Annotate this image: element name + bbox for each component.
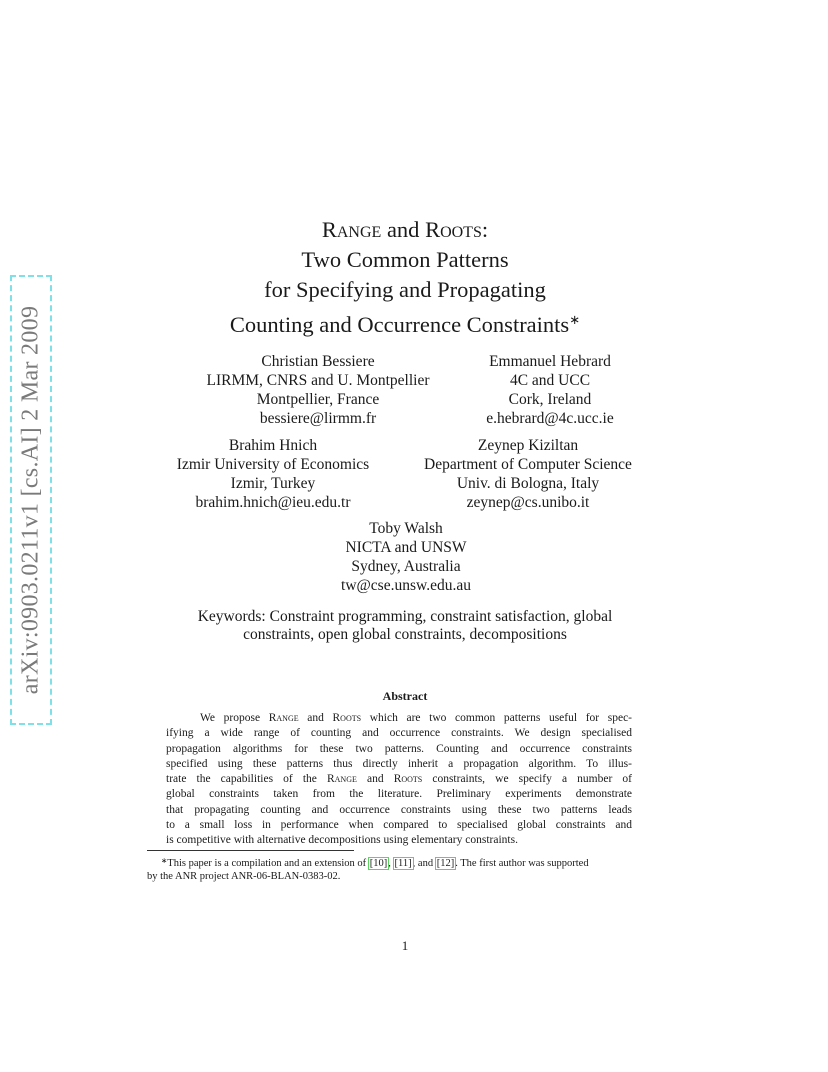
abstract-line: We propose Range and Roots which are two common patterns useful for spec- [200, 712, 632, 724]
author-location: Cork, Ireland [508, 391, 592, 408]
abstract-line: that propagating counting and occurrence constraints using these two patterns leads [166, 803, 632, 816]
abstract-line: specified using these patterns thus directly inherit a propagation algorithm. To illus- [166, 757, 632, 770]
author-affiliation: 4C and UCC [509, 372, 591, 389]
author-block [440, 352, 660, 428]
author-email: brahim.hnich@ieu.edu.tr [195, 494, 351, 511]
paper-title [150, 215, 660, 340]
title-range: Range [321, 217, 382, 242]
author-email: bessiere@lirmm.fr [259, 410, 377, 427]
arxiv-stamp-text: arXiv:0903.0211v1 [cs.AI] 2 Mar 2009 [17, 305, 44, 695]
author-affiliation: LIRMM, CNRS and U. Montpellier [206, 372, 430, 389]
author-name: Toby Walsh [369, 520, 443, 537]
footnote-line: by the ANR project ANR-06-BLAN-0383-02. [147, 871, 341, 882]
arxiv-stamp [10, 275, 52, 725]
title-line-1: Range and Roots: [321, 217, 489, 242]
author-block [306, 519, 506, 595]
keywords-line-2: constraints, open global constraints, decompositions [243, 626, 567, 643]
footnote-rule [147, 850, 354, 851]
author-email: tw@cse.unsw.edu.au [341, 577, 471, 594]
abstract-heading: Abstract [382, 689, 428, 703]
title-line-3: for Specifying and Propagating [264, 277, 546, 302]
citation-link[interactable]: [12] [436, 858, 455, 869]
footnote-line: ∗This paper is a compilation and an extension of [10], [11], and [12]. The first author was supported [161, 856, 589, 869]
author-name: Zeynep Kiziltan [477, 437, 579, 454]
abstract-line: is competitive with alternative decompositions using elementary constraints. [166, 834, 518, 847]
author-location: Univ. di Bologna, Italy [456, 475, 600, 492]
abstract-body [166, 711, 632, 849]
title-line-2: Two Common Patterns [301, 247, 509, 272]
footnote-mark: ∗ [161, 856, 168, 865]
keywords-line-1: Keywords: Constraint programming, constraint satisfaction, global [197, 608, 613, 625]
author-location: Izmir, Turkey [230, 475, 316, 492]
page-number: 1 [401, 938, 409, 953]
abstract-line: to a small loss in performance when compared to specialised global constraints and [166, 819, 632, 832]
citation-link[interactable]: [10] [369, 858, 388, 869]
title-line-4: Counting and Occurrence Constraints∗ [229, 312, 581, 337]
footnote [147, 854, 667, 883]
title-roots: Roots [425, 217, 482, 242]
author-affiliation: Department of Computer Science [424, 456, 632, 473]
citation-link[interactable]: [11] [394, 858, 412, 869]
author-name: Brahim Hnich [228, 437, 318, 454]
title-footnote-mark: ∗ [569, 312, 581, 327]
author-name: Emmanuel Hebrard [489, 353, 611, 370]
author-block [398, 436, 658, 512]
author-email: zeynep@cs.unibo.it [466, 494, 590, 511]
author-email: e.hebrard@4c.ucc.ie [486, 410, 614, 427]
author-affiliation: NICTA and UNSW [345, 539, 467, 556]
author-affiliation: Izmir University of Economics [176, 456, 370, 473]
author-location: Sydney, Australia [351, 558, 461, 575]
author-block [168, 352, 468, 428]
author-name: Christian Bessiere [261, 353, 375, 370]
abstract-line: ifying a wide range of counting and occurrence constraints. We design specialised [166, 727, 632, 740]
keywords [160, 608, 650, 644]
abstract-line: trate the capabilities of the Range and Roots constraints, we specify a number of [166, 773, 632, 786]
abstract-line: propagation algorithms for these two patterns. Counting and occurrence constraints [166, 742, 632, 755]
abstract-line: global constraints taken from the literature. Preliminary experiments demonstrate [166, 788, 632, 801]
author-block [143, 436, 403, 512]
author-location: Montpellier, France [256, 391, 380, 408]
